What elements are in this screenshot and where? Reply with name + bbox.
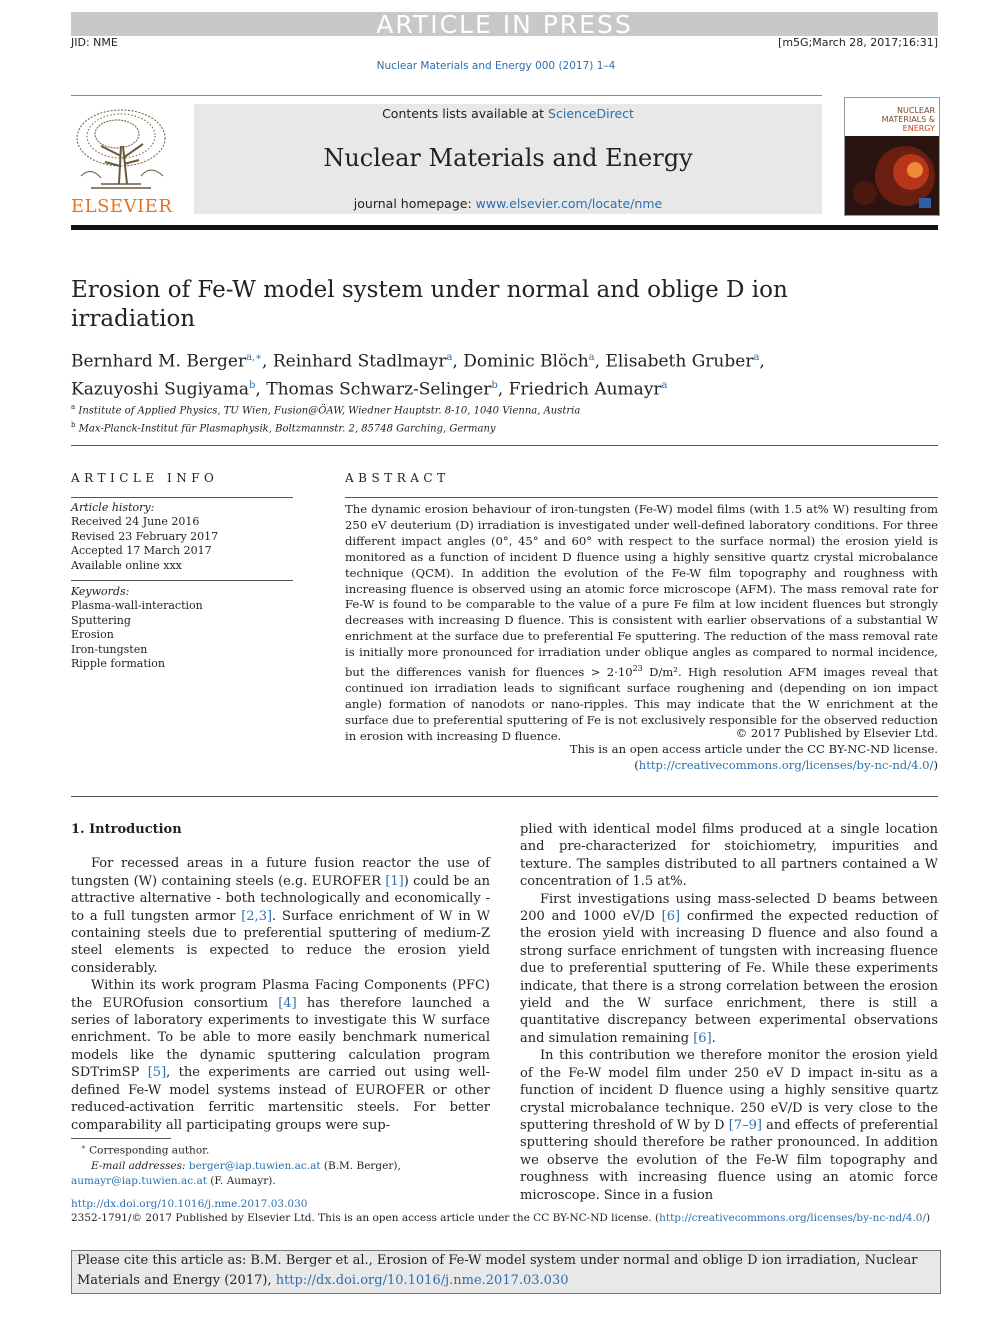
journal-id: JID: NME [71,36,118,49]
elsevier-wordmark: ELSEVIER [71,196,173,217]
copyright-line: © 2017 Published by Elsevier Ltd. [735,726,938,740]
citation-box [71,1250,941,1294]
paragraph-text: First investigations using mass-selected D beams between 200 and 1000 eV/D [520,891,938,925]
author-name: Reinhard Stadlmayr [272,351,447,372]
email-link[interactable]: berger@iap.tuwien.ac.at [188,1159,321,1172]
author-name: Friedrich Aumayr [508,379,662,400]
affiliation-rule [71,445,938,446]
email-link[interactable]: aumayr@iap.tuwien.ac.at [71,1174,207,1187]
author-name: Dominic Blöch [463,351,589,372]
article-in-press-banner: ARTICLE IN PRESS [71,12,938,36]
paragraph-text: plied with identical model films produced at a single location and pre-characterized for stoichiometry, impurities and texture. The samples distributed to all partners contained a W concentration of 1.5 at%. [520,822,938,890]
article-info-heading: ARTICLE INFO [71,471,219,485]
elsevier-tree-logo-icon [71,106,171,192]
paragraph [71,977,490,1134]
journal-title: Nuclear Materials and Energy [323,144,693,172]
reference-link[interactable]: [2,3] [241,908,273,924]
keywords [71,585,293,671]
paragraph-text: confirmed the expected reduction of the erosion yield with increasing D fluence and also found a strong surface enrichment of tungsten with increasing fluence due to preferential sputtering of Fe. While these experiments indicate, that there is a strong correlation between the erosion yield and the W surface enrichment, there is still a quantitative discrepancy between experimental observations and simulation remaining [520,909,938,1046]
affiliation [71,418,931,436]
paren: ( [634,757,639,772]
body-rule [71,796,938,797]
keywords-list [71,599,293,671]
paragraph [520,891,938,1048]
abstract-exponent: 23 [632,664,643,674]
build-stamp: [m5G;March 28, 2017;16:31] [778,36,938,49]
paren: ) [933,757,938,772]
homepage-link[interactable]: www.elsevier.com/locate/nme [475,196,663,211]
author-line [71,346,941,374]
paragraph-text: For recessed areas in a future fusion reactor the use of tungsten (W) containing steels (e.g. EUROFER [71,856,490,889]
paragraph [520,821,938,891]
license-link[interactable]: http://creativecommons.org/licenses/by-nc-nd/4.0/ [659,1212,927,1224]
paragraph-text: In this contribution we therefore monitor the erosion yield of the Fe-W model film under 250 eV D impact in-situ as a function of incident D fluence using a highly sensitive quartz crystal microbalance technique. 250 eV/D is very close to the sputtering threshold of W by D [520,1048,938,1133]
abstract-text [345,502,938,744]
issn-line [71,1212,941,1224]
keyword-item: Iron-tungsten [71,642,148,656]
paragraph [71,855,490,977]
contents-line [194,106,822,121]
history-item: Available online xxx [71,558,182,572]
header-thick-rule [71,225,938,230]
article-history [71,501,293,573]
journal-homepage-line [194,196,822,211]
issn-text: 2352-1791/© 2017 Published by Elsevier Ltd. This is an open access article under the CC BY-NC-ND license. ( [71,1212,660,1224]
reference-link[interactable]: [6] [693,1030,712,1046]
header-rule [71,95,822,96]
affiliation-mark: a [71,403,76,411]
email-line [71,1174,490,1189]
paragraph-text: , the experiments are carried out using well-defined Fe-W model systems instead of EUROFER or other reduced-activation ferritic martensitic steels. For better comparability all participating groups were sup- [71,1065,490,1133]
author-name: Bernhard M. Berger [71,351,247,372]
cover-title-line: ENERGY [902,124,935,133]
author-separator: , [255,379,267,400]
history-item: Revised 23 February 2017 [71,529,219,543]
paragraph-text: has therefore launched a series of laboratory experiments to investigate this W surface enrichment. To be able to more easily benchmark numerical models like the dynamic sputtering calculation program SDTrimSP [71,995,491,1081]
author-separator: , [452,351,464,372]
paragraph-text: . [711,1030,716,1046]
abstract-rule [345,497,938,498]
corresponding-label: Corresponding author. [89,1144,210,1157]
affiliations [71,400,931,437]
email-line [71,1159,490,1174]
citation-line-link[interactable]: Nuclear Materials and Energy 000 (2017) 1–4 [376,60,616,72]
author-separator: , [262,351,273,372]
author-affiliation-mark[interactable]: a [446,352,453,363]
keywords-label: Keywords: [71,585,130,598]
email-owner: (F. Aumayr). [206,1174,276,1187]
cover-title-line: MATERIALS & [881,115,935,124]
author-separator: , [759,351,765,372]
doi-link[interactable]: http://dx.doi.org/10.1016/j.nme.2017.03.030 [71,1198,308,1210]
author-affiliation-mark[interactable]: a [753,352,760,363]
section-heading: 1. Introduction [71,822,182,837]
author-name: Elisabeth Gruber [605,351,754,372]
journal-masthead [194,104,822,214]
corresponding-author-note: ∗ Corresponding author. [81,1143,210,1157]
affiliation-text: Max-Planck-Institut für Plasmaphysik, Boltzmannstr. 2, 85748 Garching, Germany [75,423,496,435]
author-affiliation-mark[interactable]: b [249,379,256,391]
footnotes [71,1140,490,1189]
abstract-copyright [345,726,938,774]
license-line: This is an open access article under the CC BY-NC-ND license. [569,741,938,756]
reference-link[interactable]: [7–9] [728,1117,762,1133]
email-label: E-mail addresses: [91,1159,189,1172]
author-name: Kazuyoshi Sugiyama [71,379,250,400]
email-owner: (B.M. Berger), [320,1159,401,1172]
history-item: Received 24 June 2016 [71,515,200,529]
cover-title [845,106,935,133]
journal-citation-link[interactable] [0,60,992,72]
author-affiliation-mark[interactable]: b [491,379,498,391]
author-affiliation-mark[interactable]: a [661,379,668,391]
reference-link[interactable]: [6] [661,909,681,925]
sciencedirect-link[interactable]: ScienceDirect [548,106,634,121]
history-list [71,515,293,573]
abstract-text-part: The dynamic erosion behaviour of iron-tungsten (Fe-W) model films (with 1.5 at% W) resulting from 250 eV deuterium (D) irradiation is investigated under well-defined laboratory conditions. For three different impact angles (0°, 45° and 60° with respect to the surface normal) the erosion yield is monitored as a function of incident D fluence using a highly sensitive quartz crystal microbalance technique (QCM). In addition the evolution of the Fe-W film topography and roughness with increasing fluence is observed using an atomic force microscope (AFM). The mass removal rate for Fe-W is found to be comparable to the value of a pure Fe film at low incident fluences but strongly decreases with increasing D fluence. This is consistent with earlier observations of a substantial W enrichment at the surface due to preferential Fe sputtering. The reduction of the mass removal rate is initially more pronounced for irradiation under oblique angles as compared to normal incidence, but the differences vanish for fluences > 2·10 [345,502,938,679]
license-link[interactable]: http://creativecommons.org/licenses/by-nc-nd/4.0/ [638,757,934,772]
reference-link[interactable]: [1] [385,873,404,889]
paren: ) [926,1212,931,1224]
article-info-rule [71,497,293,498]
author-line [71,374,941,402]
author-list [71,346,941,401]
paragraph-text: ) could be an attractive alternative - both technologically and economically - to a full tungsten armor [71,873,490,924]
citation-doi-link[interactable]: http://dx.doi.org/10.1016/j.nme.2017.03.030 [275,1273,569,1288]
keyword-item: Ripple formation [71,657,165,671]
author-name: Thomas Schwarz-Selinger [266,379,492,400]
paragraph [520,1047,938,1204]
citation-text: Please cite this article as: B.M. Berger et al., Erosion of Fe-W model system under normal and oblige D ion irradiation, Nuclear Materials and Energy (2017), [77,1253,918,1288]
homepage-prefix: journal homepage: [353,196,476,211]
contents-prefix: Contents lists available at [382,106,549,121]
author-affiliation-mark[interactable]: a [588,352,595,363]
footnote-rule [71,1138,171,1139]
body-column-right [520,821,938,1204]
keyword-item: Sputtering [71,613,131,627]
license-url-line [345,758,938,774]
history-label: Article history: [71,501,155,514]
author-affiliation-mark[interactable]: a,∗ [246,352,263,363]
cover-title-line: NUCLEAR [897,106,935,115]
paragraph-text: Within its work program Plasma Facing Components (PFC) the EUROfusion consortium [71,978,490,1011]
affiliation-text: Institute of Applied Physics, TU Wien, Fusion@ÖAW, Wiedner Hauptstr. 8-10, 1040 Vienna, Austria [75,405,581,417]
author-separator: , [594,351,606,372]
body-column-left [71,821,490,1134]
keywords-rule [71,580,293,581]
affiliation-mark: b [71,421,76,430]
history-item: Accepted 17 March 2017 [71,544,212,558]
keyword-item: Erosion [71,628,114,642]
abstract-text-part: D/m². High resolution AFM images reveal that continued ion irradiation leads to significant surface roughening and (depending on ion impact angle) formation of nanodots or nano-ripples. This may indicate that the W enrichment at the surface due to preferential sputtering of Fe is not exclusively responsible for the observed reduction in erosion with increasing D fluence. [345,664,938,743]
reference-link[interactable]: [5] [147,1065,167,1081]
paragraph-text: . Surface enrichment of W in W containing steels due to preferential sputtering of medium-Z steel elements is expected to reduce the erosion yield considerably. [71,908,490,976]
affiliation [71,400,931,418]
reference-link[interactable]: [4] [278,995,297,1011]
abstract-heading: ABSTRACT [345,471,450,485]
author-separator: , [497,379,509,400]
paragraph-text: and effects of preferential sputtering should therefore be rather pronounced. In addition we observe the evolution of the Fe-W film topography and roughness with increasing fluence using an atomic force microscope. Since in a fusion [520,1117,938,1203]
keyword-item: Plasma-wall-interaction [71,599,203,613]
journal-cover [844,97,940,216]
article-title: Erosion of Fe-W model system under normal and oblige D ion irradiation [71,277,788,332]
